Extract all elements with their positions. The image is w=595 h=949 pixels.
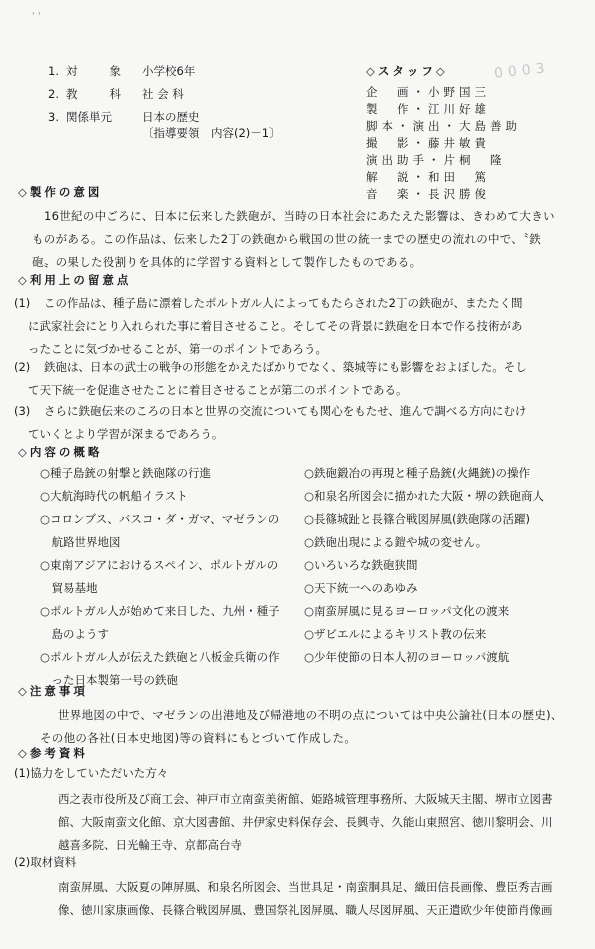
contents-item: ○少年使節の日本人初のヨーロッパ渡航: [304, 650, 510, 664]
note-line: 鉄砲は、日本の武士の戦争の形態をかえたばかりでなく、築城等にも影響をおよぼした。そし: [44, 360, 527, 374]
contents-item: ○天下統一へのあゆみ: [304, 581, 418, 595]
staff-title: ◇スタッフ◇: [366, 64, 448, 78]
staff-row: 企 画・小野国三: [366, 85, 490, 99]
meta-label: 関係単元: [66, 110, 112, 124]
caution-paragraph: [40, 704, 568, 750]
meta-num: 1.: [48, 64, 59, 78]
contents-item: ○ポルトガル人が始めて来日した、九州・種子: [40, 604, 280, 618]
references-subheading: (1)協力をしていただいた方々: [14, 766, 169, 780]
staff-row: 解 説・和田 篤: [366, 170, 490, 184]
meta-label: 教 科: [66, 87, 124, 101]
contents-item: ○ポルトガル人が伝えた鉄砲と八板金兵衛の作: [40, 650, 280, 664]
meta-num: 3.: [48, 110, 59, 124]
meta-sub: 〔指導要領 内容(2)－1〕: [142, 126, 281, 140]
contents-left-column: [40, 462, 280, 692]
intent-line: 砲〟の果した役割りを具体的に学習する資料として製作したものである。: [32, 255, 422, 269]
references-materials: [58, 876, 570, 922]
staff-row: 演出助手・片桐 隆: [366, 153, 506, 167]
contents-item: った日本製第一号の鉄砲: [40, 673, 178, 687]
meta-value: 社 会 科: [142, 87, 184, 101]
references-subheading: (2)取材資料: [14, 855, 77, 869]
note-item: [14, 292, 568, 362]
page-stamp-number: 0003: [493, 60, 551, 82]
references-line: 南蛮屏風、大阪夏の陣屏風、和泉名所図会、当世具足・南蛮胴具足、織田信長画像、豊臣秀吉画: [58, 880, 553, 894]
contents-item: ○コロンブス、バスコ・ダ・ガマ、マゼランの: [40, 512, 280, 526]
meta-num: 2.: [48, 87, 59, 101]
staff-row: 撮 影・藤井敏貴: [366, 136, 490, 150]
note-line: に武家社会にとり入れられた事に着目させること。そしてその背景に鉄砲を日本で作る技術があ: [28, 319, 523, 333]
references-line: 像、徳川家康画像、長篠合戦図屏風、豊国祭礼図屏風、職人尽図屏風、天正遣欧少年使節肖像画: [58, 903, 553, 917]
references-line: 西之表市役所及び商工会、神戸市立南蛮美術館、姫路城管理事務所、大阪城天主閣、堺市立図書: [58, 792, 553, 806]
corner-marks: ' ': [32, 11, 41, 22]
intent-line: ものがある。この作品は、伝来した2丁の鉄砲から戦国の世の統一までの歴史の流れの中で、〝鉄: [32, 232, 542, 246]
section-heading-caution: ◇注意事項: [18, 684, 88, 698]
contents-item: 島のようす: [40, 627, 109, 641]
contents-item: 貿易基地: [40, 581, 98, 595]
staff-row: 音 楽・長沢勝俊: [366, 187, 490, 201]
contents-item: ○鉄砲出現による鎧や城の変せん。: [304, 535, 488, 549]
references-line: 越喜多院、日光輪王寺、京都高台寺: [58, 838, 242, 852]
meta-value: 日本の歴史: [142, 110, 200, 124]
references-line: 館、大阪南蛮文化館、京大図書館、井伊家史料保存会、長興寺、久能山東照宮、徳川黎明会、川: [58, 815, 553, 829]
contents-item: ○南蛮屏風に見るヨーロッパ文化の渡来: [304, 604, 510, 618]
contents-item: 航路世界地図: [40, 535, 121, 549]
contents-item: ○長篠城趾と長篠合戦図屏風(鉄砲隊の活躍): [304, 512, 531, 526]
section-heading-intent: ◇製作の意図: [18, 185, 103, 199]
note-number: (2): [14, 360, 31, 374]
caution-line: 世界地図の中で、マゼランの出港地及び帰港地の不明の点については中央公論社(日本の歴史)、: [58, 708, 563, 722]
contents-item: ○東南アジアにおけるスペイン、ポルトガルの: [40, 558, 279, 572]
caution-line: その他の各社(日本史地図)等の資料にもとづいて作成した。: [40, 731, 357, 745]
meta-label: 対 象: [66, 64, 124, 78]
staff-row: 脚本・演出・大島善助: [366, 119, 521, 133]
note-number: (3): [14, 404, 31, 418]
contents-right-column: [304, 462, 544, 669]
staff-row: 製 作・江川好雄: [366, 102, 490, 116]
note-line: て天下統一を促進させたことに着目させることが第二のポイントである。: [28, 383, 408, 397]
contents-item: ○鉄砲鍛冶の再現と種子島銃(火縄銃)の操作: [304, 466, 531, 480]
contents-item: ○和泉名所図会に描かれた大阪・堺の鉄砲商人: [304, 489, 545, 503]
note-item: [14, 400, 568, 446]
intent-paragraph: [32, 205, 568, 274]
note-line: さらに鉄砲伝来のころの日本と世界の交流についても関心をもたせ、進んで調べる方向にむけ: [44, 404, 527, 418]
section-heading-contents: ◇内容の概略: [18, 445, 103, 459]
contents-item: ○種子島銃の射撃と鉄砲隊の行進: [40, 466, 212, 480]
note-line: ったことに気づかせることが、第一のポイントであろう。: [28, 342, 327, 356]
meta-value: 小学校6年: [142, 64, 196, 78]
contents-item: ○いろいろな鉄砲狭間: [304, 558, 418, 572]
contents-item: ○ザビエルによるキリスト教の伝来: [304, 627, 487, 641]
note-item: [14, 356, 568, 402]
contents-item: ○大航海時代の帆船イラスト: [40, 489, 188, 503]
intent-line: 16世紀の中ごろに、日本に伝来した鉄砲が、当時の日本社会にあたえた影響は、きわめて大きい: [44, 209, 555, 223]
note-number: (1): [14, 296, 31, 310]
note-line: この作品は、種子島に漂着したポルトガル人によってもたらされた2丁の鉄砲が、またたく間: [44, 296, 523, 310]
note-line: ていくとより学習が深まるであろう。: [28, 427, 224, 441]
references-cooperators: [58, 788, 570, 857]
section-heading-notes: ◇利用上の留意点: [18, 273, 132, 287]
section-heading-references: ◇参考資料: [18, 746, 88, 760]
